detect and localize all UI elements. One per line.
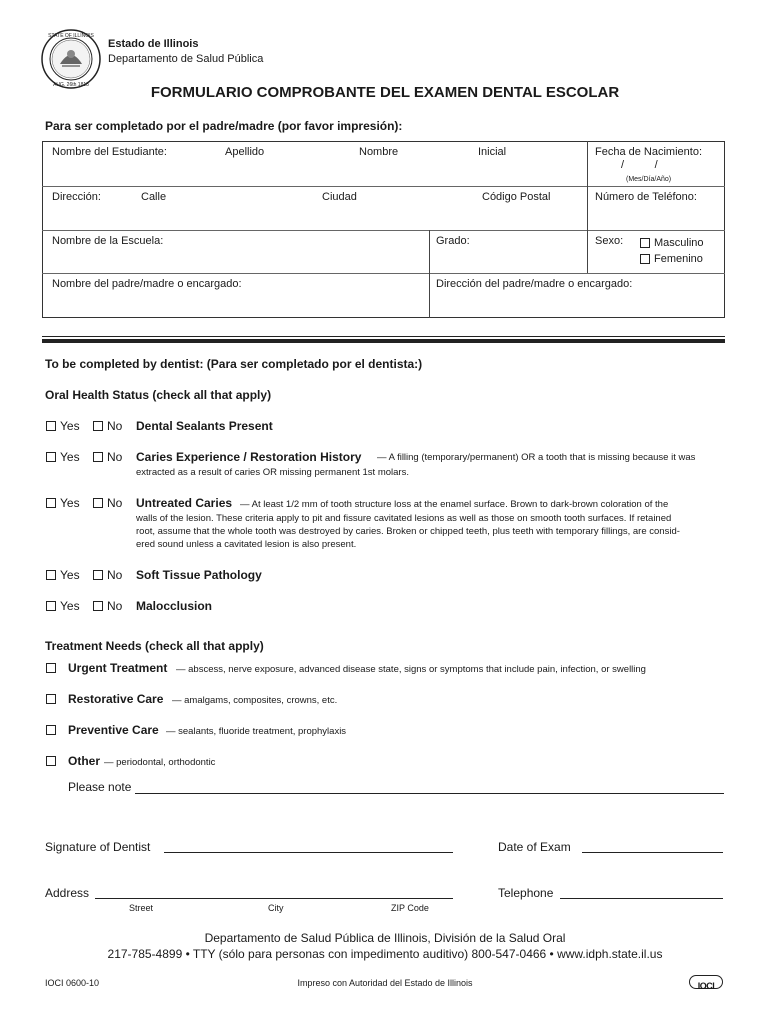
- restorative-care-checkbox[interactable]: [46, 694, 56, 704]
- footer-contact: 217-785-4899 • TTY (sólo para personas con impedimento auditivo) 800-547-0466 • www.idph.state.il.us: [107, 947, 663, 961]
- malocclusion-no-label: No: [107, 599, 123, 613]
- ioci-logo: [689, 975, 723, 989]
- signature-field[interactable]: [165, 835, 451, 851]
- label-zip: Código Postal: [482, 191, 551, 203]
- birth-date-slashes: / /: [621, 159, 658, 171]
- untreated-caries-no-label: No: [107, 496, 123, 510]
- caries-experience-yes-checkbox[interactable]: [46, 452, 56, 462]
- please-note-label: Please note: [68, 780, 132, 794]
- please-note-line: [135, 793, 724, 794]
- malocclusion-yes-checkbox[interactable]: [46, 601, 56, 611]
- date-exam-field[interactable]: [583, 835, 721, 851]
- untreated-caries-yes-checkbox[interactable]: [46, 498, 56, 508]
- label-sex: Sexo:: [595, 235, 624, 247]
- page-title: FORMULARIO COMPROBANTE DEL EXAMEN DENTAL ESCOLAR: [150, 84, 620, 101]
- caries-experience-desc-1: — A filling (temporary/permanent) OR a tooth that is missing because it was: [377, 452, 696, 463]
- caries-experience-desc-2: extracted as a result of caries OR missing permanent 1st molars.: [136, 467, 409, 478]
- malocclusion-yes-label: Yes: [60, 599, 80, 613]
- sealants-yes-label: Yes: [60, 419, 80, 433]
- parent-address-field[interactable]: [434, 294, 720, 314]
- urgent-treatment-checkbox[interactable]: [46, 663, 56, 673]
- label-female: Femenino: [654, 253, 703, 265]
- caries-experience-yes-label: Yes: [60, 450, 80, 464]
- caries-experience-title: Caries Experience / Restoration History: [136, 450, 362, 464]
- form-id: IOCI 0600-10: [45, 978, 100, 988]
- signature-line: [164, 852, 453, 853]
- oral-health-heading: Oral Health Status (check all that apply): [45, 388, 272, 402]
- soft-tissue-no-checkbox[interactable]: [93, 570, 103, 580]
- untreated-caries-desc-1: — At least 1/2 mm of tooth structure loss at the enamel surface. Brown to dark-brown coloration of the: [240, 499, 669, 510]
- telephone-field[interactable]: [561, 881, 721, 897]
- restorative-care-desc: — amalgams, composites, crowns, etc.: [172, 695, 338, 706]
- label-school: Nombre de la Escuela:: [52, 235, 164, 247]
- urgent-treatment-title: Urgent Treatment: [68, 661, 168, 675]
- other-title: Other: [68, 754, 101, 768]
- other-checkbox[interactable]: [46, 756, 56, 766]
- label-last-name: Apellido: [225, 146, 265, 158]
- label-address: Dirección:: [52, 191, 101, 203]
- state-seal: [40, 28, 102, 90]
- birth-date-field[interactable]: [592, 160, 720, 176]
- untreated-caries-desc-4: ered sound unless a cavitated lesion is also present.: [136, 539, 357, 550]
- untreated-caries-yes-label: Yes: [60, 496, 80, 510]
- sealants-no-label: No: [107, 419, 123, 433]
- street-caption: Street: [129, 903, 154, 913]
- soft-tissue-no-label: No: [107, 568, 123, 582]
- untreated-caries-title: Untreated Caries: [136, 496, 233, 510]
- city-caption: City: [268, 903, 284, 913]
- sealants-no-checkbox[interactable]: [93, 421, 103, 431]
- date-exam-label: Date of Exam: [498, 840, 571, 854]
- soft-tissue-title: Soft Tissue Pathology: [136, 568, 262, 582]
- telephone-line: [560, 898, 723, 899]
- dentist-address-field[interactable]: [96, 881, 451, 897]
- soft-tissue-yes-label: Yes: [60, 568, 80, 582]
- date-exam-line: [582, 852, 723, 853]
- please-note-field[interactable]: [136, 776, 722, 792]
- grade-field[interactable]: [434, 251, 584, 271]
- label-city: Ciudad: [322, 191, 357, 203]
- seal-icon: [40, 28, 102, 90]
- treatment-heading: Treatment Needs (check all that apply): [45, 639, 264, 653]
- telephone-label: Telephone: [498, 886, 554, 900]
- birth-date-format: (Mes/Día/Año): [626, 176, 672, 183]
- label-initial: Inicial: [478, 146, 507, 158]
- label-parent-name: Nombre del padre/madre o encargado:: [52, 278, 242, 290]
- sealants-yes-checkbox[interactable]: [46, 421, 56, 431]
- malocclusion-title: Malocclusion: [136, 599, 213, 613]
- dentist-address-line: [95, 898, 453, 899]
- section-divider-thick: [42, 339, 725, 343]
- dentist-section-heading: To be completed by dentist: (Para ser completado por el dentista:): [45, 357, 423, 371]
- restorative-care-title: Restorative Care: [68, 692, 164, 706]
- preventive-care-desc: — sealants, fluoride treatment, prophylaxis: [166, 726, 347, 737]
- untreated-caries-no-checkbox[interactable]: [93, 498, 103, 508]
- preventive-care-checkbox[interactable]: [46, 725, 56, 735]
- school-field[interactable]: [52, 251, 424, 271]
- other-desc: — periodontal, orthodontic: [104, 757, 216, 768]
- female-checkbox[interactable]: [640, 254, 650, 264]
- untreated-caries-desc-3: root, assume that the whole tooth was destroyed by caries. Broken or chipped teeth, plus teeth with temporary fillings, are consid-: [136, 526, 680, 537]
- svg-text:AUG. 26th 1818: AUG. 26th 1818: [53, 82, 89, 88]
- header-state: Estado de Illinois: [108, 38, 199, 50]
- label-first-name: Nombre: [359, 146, 399, 158]
- address-field[interactable]: [52, 207, 582, 227]
- label-phone: Número de Teléfono:: [595, 191, 697, 203]
- malocclusion-no-checkbox[interactable]: [93, 601, 103, 611]
- soft-tissue-yes-checkbox[interactable]: [46, 570, 56, 580]
- preventive-care-title: Preventive Care: [68, 723, 159, 737]
- svg-text:STATE OF ILLINOIS: STATE OF ILLINOIS: [48, 33, 94, 39]
- male-checkbox[interactable]: [640, 238, 650, 248]
- label-birth-date: Fecha de Nacimiento:: [595, 146, 702, 158]
- urgent-treatment-desc: — abscess, nerve exposure, advanced disease state, signs or symptoms that include pain, infection, or swelling: [176, 664, 646, 675]
- sealants-title: Dental Sealants Present: [136, 419, 273, 433]
- section-divider: [42, 336, 725, 337]
- parent-name-field[interactable]: [52, 294, 424, 314]
- phone-field[interactable]: [592, 207, 720, 227]
- dentist-address-label: Address: [45, 886, 90, 900]
- parent-section-heading: Para ser completado por el padre/madre (por favor impresión):: [45, 119, 403, 133]
- label-grade: Grado:: [436, 235, 470, 247]
- ioci-logo-text: IOCI: [697, 981, 715, 991]
- footer-department: Departamento de Salud Pública de Illinois, División de la Salud Oral: [204, 931, 566, 945]
- label-street: Calle: [141, 191, 167, 203]
- student-name-field[interactable]: [52, 163, 582, 183]
- signature-label: Signature of Dentist: [45, 840, 151, 854]
- header-department: Departamento de Salud Pública: [108, 53, 264, 65]
- printed-by: Impreso con Autoridad del Estado de Illinois: [297, 978, 473, 988]
- caries-experience-no-checkbox[interactable]: [93, 452, 103, 462]
- label-male: Masculino: [654, 237, 704, 249]
- caries-experience-no-label: No: [107, 450, 123, 464]
- label-student-name: Nombre del Estudiante:: [52, 146, 167, 158]
- label-parent-address: Dirección del padre/madre o encargado:: [436, 278, 633, 290]
- untreated-caries-desc-2: walls of the lesion. These criteria apply to pit and fissure cavitated lesions as well as those on smooth tooth surfaces. If retained: [136, 513, 672, 524]
- zip-caption: ZIP Code: [391, 903, 429, 913]
